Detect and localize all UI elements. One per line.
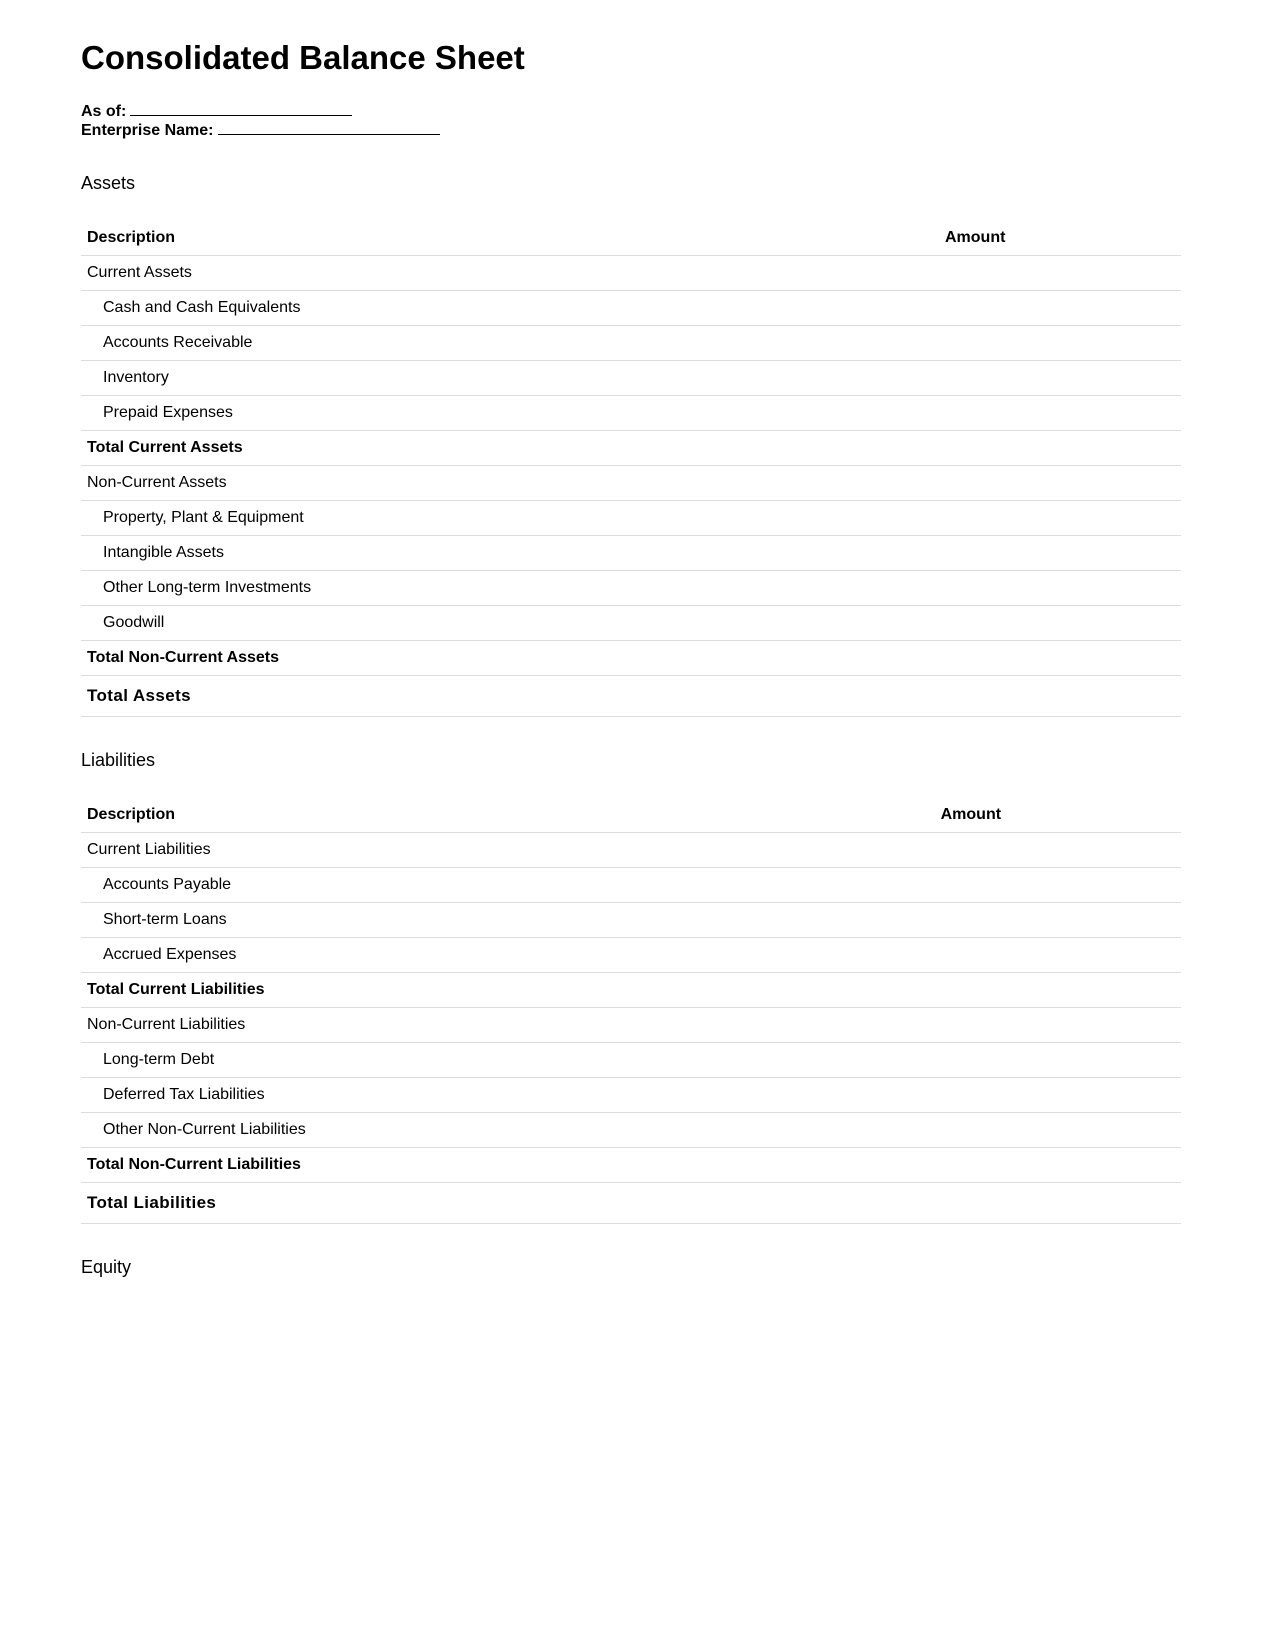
line-item-row xyxy=(81,501,1181,536)
assets-section xyxy=(81,172,1181,717)
row-amount[interactable] xyxy=(935,833,1181,868)
row-description: Other Non-Current Liabilities xyxy=(81,1113,935,1148)
row-amount[interactable] xyxy=(939,501,1181,536)
total-row xyxy=(81,676,1181,717)
row-amount[interactable] xyxy=(935,1183,1181,1224)
row-description: Accounts Payable xyxy=(81,868,935,903)
enterprise-name-line xyxy=(81,121,1181,140)
line-item-row xyxy=(81,326,1181,361)
balance-sheet-document xyxy=(81,38,1181,1278)
total-row xyxy=(81,973,1181,1008)
liabilities-heading: Liabilities xyxy=(81,750,156,770)
assets-table xyxy=(81,220,1181,717)
as-of-label: As of: xyxy=(81,103,127,120)
total-row xyxy=(81,1148,1181,1183)
row-description: Current Assets xyxy=(81,256,939,291)
line-item-row xyxy=(81,938,1181,973)
line-item-row xyxy=(81,536,1181,571)
total-row xyxy=(81,641,1181,676)
row-description: Non-Current Assets xyxy=(81,466,939,501)
liabilities-section xyxy=(81,749,1181,1224)
row-description: Long-term Debt xyxy=(81,1043,935,1078)
row-amount[interactable] xyxy=(939,361,1181,396)
row-amount[interactable] xyxy=(939,291,1181,326)
line-item-row xyxy=(81,1113,1181,1148)
enterprise-name-blank[interactable] xyxy=(218,121,440,135)
amount-header: Amount xyxy=(935,797,1181,833)
line-item-row xyxy=(81,903,1181,938)
row-description: Total Non-Current Assets xyxy=(81,641,939,676)
line-item-row xyxy=(81,1078,1181,1113)
equity-heading: Equity xyxy=(81,1257,132,1277)
row-description: Deferred Tax Liabilities xyxy=(81,1078,935,1113)
row-description: Cash and Cash Equivalents xyxy=(81,291,939,326)
line-item-row xyxy=(81,606,1181,641)
row-amount[interactable] xyxy=(939,606,1181,641)
description-header: Description xyxy=(81,797,935,833)
row-amount[interactable] xyxy=(939,536,1181,571)
row-amount[interactable] xyxy=(935,938,1181,973)
line-item-row xyxy=(81,361,1181,396)
table-header-row xyxy=(81,797,1181,833)
row-amount[interactable] xyxy=(939,326,1181,361)
table-header-row xyxy=(81,220,1181,256)
row-amount[interactable] xyxy=(935,1078,1181,1113)
row-description: Intangible Assets xyxy=(81,536,939,571)
row-description: Total Non-Current Liabilities xyxy=(81,1148,935,1183)
line-item-row xyxy=(81,396,1181,431)
row-description: Inventory xyxy=(81,361,939,396)
row-amount[interactable] xyxy=(939,571,1181,606)
total-row xyxy=(81,1183,1181,1224)
row-description: Prepaid Expenses xyxy=(81,396,939,431)
amount-header: Amount xyxy=(939,220,1181,256)
line-item-row xyxy=(81,291,1181,326)
liabilities-table xyxy=(81,797,1181,1224)
assets-heading: Assets xyxy=(81,173,136,193)
row-description: Short-term Loans xyxy=(81,903,935,938)
row-description: Other Long-term Investments xyxy=(81,571,939,606)
as-of-line xyxy=(81,102,1181,121)
row-amount[interactable] xyxy=(935,973,1181,1008)
row-amount[interactable] xyxy=(939,676,1181,717)
row-amount[interactable] xyxy=(939,431,1181,466)
row-description: Total Current Liabilities xyxy=(81,973,935,1008)
line-item-row xyxy=(81,868,1181,903)
row-amount[interactable] xyxy=(939,396,1181,431)
row-description: Property, Plant & Equipment xyxy=(81,501,939,536)
row-description: Current Liabilities xyxy=(81,833,935,868)
group-row xyxy=(81,256,1181,291)
row-description: Goodwill xyxy=(81,606,939,641)
row-description: Total Assets xyxy=(81,676,939,717)
group-row xyxy=(81,833,1181,868)
row-amount[interactable] xyxy=(935,1148,1181,1183)
as-of-blank[interactable] xyxy=(130,102,352,116)
row-amount[interactable] xyxy=(935,903,1181,938)
row-amount[interactable] xyxy=(939,466,1181,501)
line-item-row xyxy=(81,571,1181,606)
row-amount[interactable] xyxy=(939,256,1181,291)
row-description: Total Current Assets xyxy=(81,431,939,466)
group-row xyxy=(81,1008,1181,1043)
total-row xyxy=(81,431,1181,466)
description-header: Description xyxy=(81,220,939,256)
row-amount[interactable] xyxy=(935,1113,1181,1148)
row-amount[interactable] xyxy=(935,1008,1181,1043)
row-description: Accounts Receivable xyxy=(81,326,939,361)
page-title: Consolidated Balance Sheet xyxy=(81,39,525,76)
row-description: Total Liabilities xyxy=(81,1183,935,1224)
row-amount[interactable] xyxy=(935,868,1181,903)
group-row xyxy=(81,466,1181,501)
row-description: Accrued Expenses xyxy=(81,938,935,973)
line-item-row xyxy=(81,1043,1181,1078)
row-amount[interactable] xyxy=(935,1043,1181,1078)
equity-section xyxy=(81,1256,1181,1278)
row-amount[interactable] xyxy=(939,641,1181,676)
row-description: Non-Current Liabilities xyxy=(81,1008,935,1043)
enterprise-name-label: Enterprise Name: xyxy=(81,122,214,139)
